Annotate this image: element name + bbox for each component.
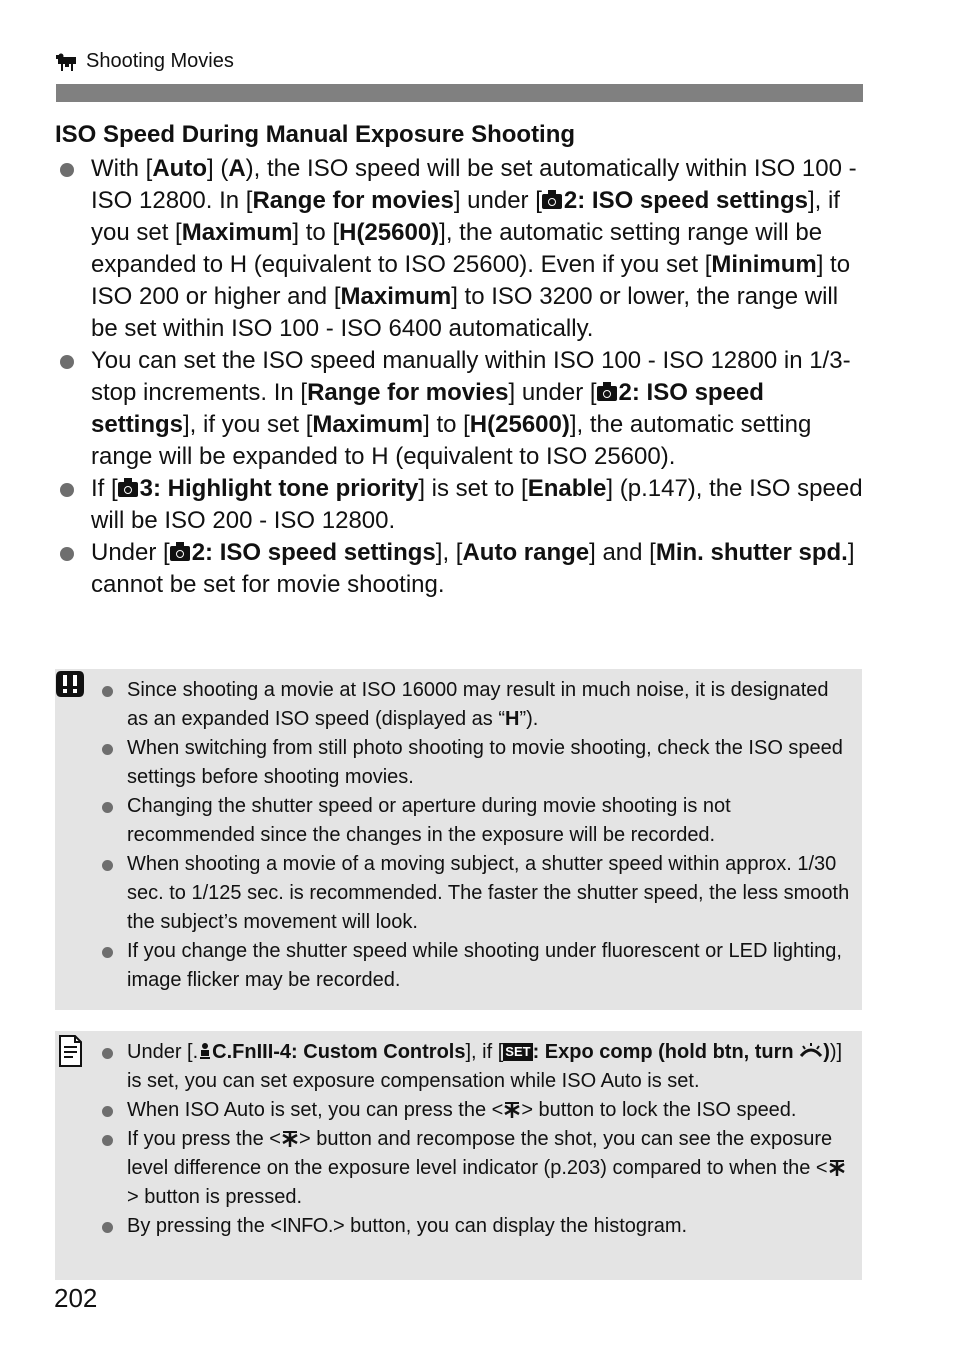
header-bar bbox=[56, 84, 863, 102]
memo-list bbox=[100, 1038, 850, 1241]
movie-camera-icon bbox=[56, 53, 78, 71]
bullet-item: With [Auto] (A), the ISO speed will be set automatically within ISO 100 - ISO 12800. In [Range for movies] under [ 2: ISO speed settings], if you set [Maximum] to [H(25600)], the automatic setting range will be expanded to H (equivalent to ISO 25600). Even if you set [Minimum] to ISO 200 or higher and [Maximum] to ISO 3200 or lower, the range will be set within ISO 100 - ISO 6400 automatically. bbox=[55, 153, 865, 345]
caution-item: Changing the shutter speed or aperture during movie shooting is not recommended since the changes in the exposure will be recorded. bbox=[100, 792, 850, 850]
caution-box bbox=[55, 669, 862, 1010]
bullet-item: Under [ 2: ISO speed settings], [Auto range] and [Min. shutter spd.] cannot be set for movie shooting. bbox=[55, 537, 865, 601]
camera-icon bbox=[118, 482, 138, 497]
memo-item: If you press the < > button and recompose the shot, you can see the exposure level difference on the exposure level indicator (p.203) compared to when the <> button is pressed. bbox=[100, 1125, 850, 1212]
set-tab-icon: SET bbox=[505, 1044, 531, 1059]
section-heading: ISO Speed During Manual Exposure Shooting bbox=[55, 121, 576, 148]
page-header bbox=[56, 50, 234, 73]
memo-box bbox=[55, 1031, 862, 1280]
ae-lock-icon bbox=[281, 1130, 299, 1148]
memo-item: By pressing the <INFO.> button, you can display the histogram. bbox=[100, 1212, 850, 1241]
memo-item: When ISO Auto is set, you can press the < > button to lock the ISO speed. bbox=[100, 1096, 850, 1125]
caution-list bbox=[100, 676, 850, 995]
info-button-icon: INFO. bbox=[282, 1215, 333, 1237]
caution-icon bbox=[55, 669, 85, 699]
ae-lock-icon bbox=[828, 1159, 846, 1177]
bullet-item: You can set the ISO speed manually within ISO 100 - ISO 12800 in 1/3-stop increments. In [Range for movies] under [ 2: ISO speed settings], if you set [Maximum] to [H(25600)], the automatic setting range will be expanded to H (equivalent to ISO 25600). bbox=[55, 345, 865, 473]
caution-item: When switching from still photo shooting to movie shooting, check the ISO speed settings before shooting movies. bbox=[100, 734, 850, 792]
caution-item: If you change the shutter speed while shooting under fluorescent or LED lighting, image flicker may be recorded. bbox=[100, 937, 850, 995]
camera-icon bbox=[597, 386, 617, 401]
bullet-item: If [ 3: Highlight tone priority] is set to [Enable] (p.147), the ISO speed will be ISO 200 - ISO 12800. bbox=[55, 473, 865, 537]
memo-icon bbox=[57, 1033, 85, 1069]
caution-item: Since shooting a movie at ISO 16000 may result in much noise, it is designated as an expanded ISO speed (displayed as “H”). bbox=[100, 676, 850, 734]
camera-icon bbox=[542, 194, 562, 209]
main-bullet-list bbox=[55, 153, 865, 601]
custom-function-icon bbox=[198, 1042, 212, 1060]
caution-item: When shooting a movie of a moving subject, a shutter speed within approx. 1/30 sec. to 1/125 sec. is recommended. The faster the shutter speed, the less smooth the subject’s movement will look. bbox=[100, 850, 850, 937]
camera-icon bbox=[170, 546, 190, 561]
ae-lock-icon bbox=[503, 1101, 521, 1119]
page-number: 202 bbox=[54, 1283, 98, 1313]
memo-item: Under [. C.FnIII-4: Custom Controls], if [ SET : Expo comp (hold btn, turn ))] is set, you can set exposure compensation while ISO Auto is set. bbox=[100, 1038, 850, 1096]
section-title: Shooting Movies bbox=[86, 50, 234, 72]
main-dial-icon bbox=[799, 1043, 823, 1059]
